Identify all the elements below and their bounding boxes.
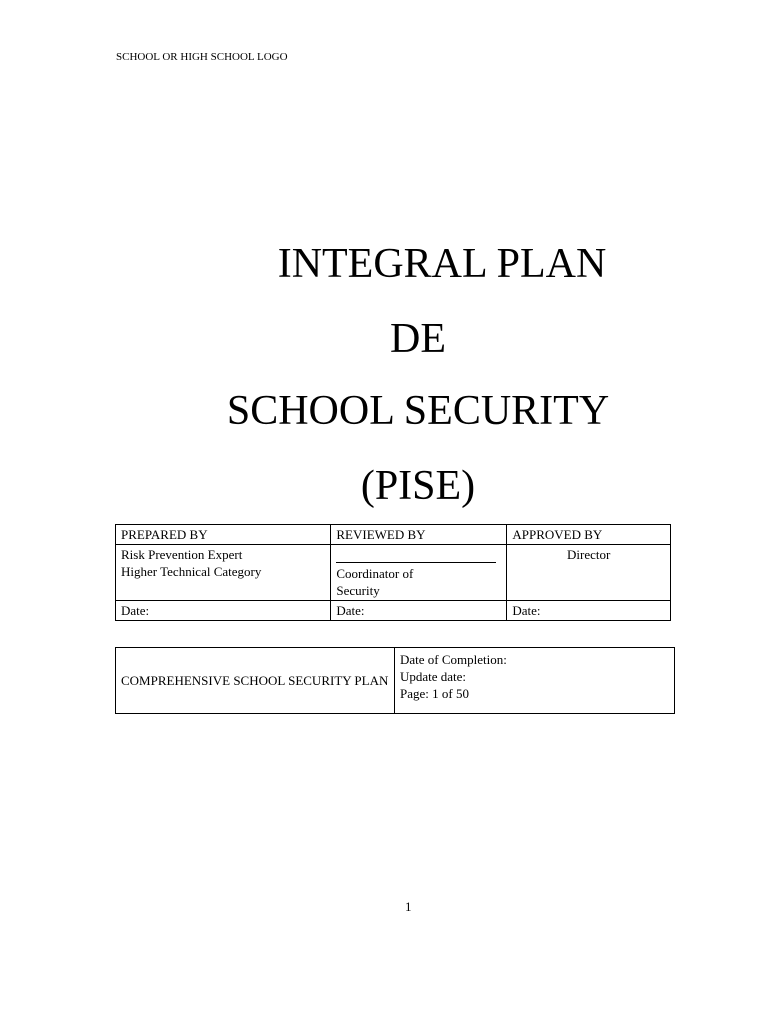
reviewed-by-role-line-1: Coordinator of bbox=[336, 566, 414, 581]
title-line-3: SCHOOL SECURITY bbox=[226, 388, 610, 434]
prepared-date-label: Date: bbox=[116, 601, 331, 621]
signature-line bbox=[336, 546, 496, 563]
title-line-1: INTEGRAL PLAN bbox=[277, 241, 607, 287]
approval-header-row bbox=[116, 525, 671, 545]
approved-by-cell bbox=[507, 545, 671, 601]
approval-table bbox=[115, 524, 671, 621]
reviewed-date-label: Date: bbox=[331, 601, 507, 621]
approved-by-role: Director bbox=[567, 547, 611, 562]
reviewed-by-cell bbox=[331, 545, 507, 601]
prepared-by-category: Higher Technical Category bbox=[121, 564, 262, 579]
prepared-by-cell bbox=[116, 545, 331, 601]
plan-info-row bbox=[116, 648, 675, 714]
prepared-by-header: PREPARED BY bbox=[116, 525, 331, 545]
plan-info-table bbox=[115, 647, 675, 714]
page-count-label: Page: 1 of 50 bbox=[399, 686, 469, 701]
reviewed-by-header: REVIEWED BY bbox=[331, 525, 507, 545]
page-number: 1 bbox=[405, 899, 412, 914]
approval-signatory-row bbox=[116, 545, 671, 601]
reviewed-by-role-line-2: Security bbox=[336, 583, 380, 598]
approved-by-header: APPROVED BY bbox=[507, 525, 671, 545]
approved-date-label: Date: bbox=[507, 601, 671, 621]
completion-date-label: Date of Completion: bbox=[399, 652, 507, 667]
plan-name: COMPREHENSIVE SCHOOL SECURITY PLAN bbox=[116, 648, 395, 714]
title-line-4: (PISE) bbox=[360, 463, 476, 509]
prepared-by-role: Risk Prevention Expert bbox=[121, 547, 243, 562]
school-logo-placeholder: SCHOOL OR HIGH SCHOOL LOGO bbox=[116, 51, 288, 63]
update-date-label: Update date: bbox=[399, 669, 467, 684]
approval-date-row bbox=[116, 601, 671, 621]
plan-dates-cell bbox=[394, 648, 674, 714]
title-line-2: DE bbox=[390, 316, 446, 362]
